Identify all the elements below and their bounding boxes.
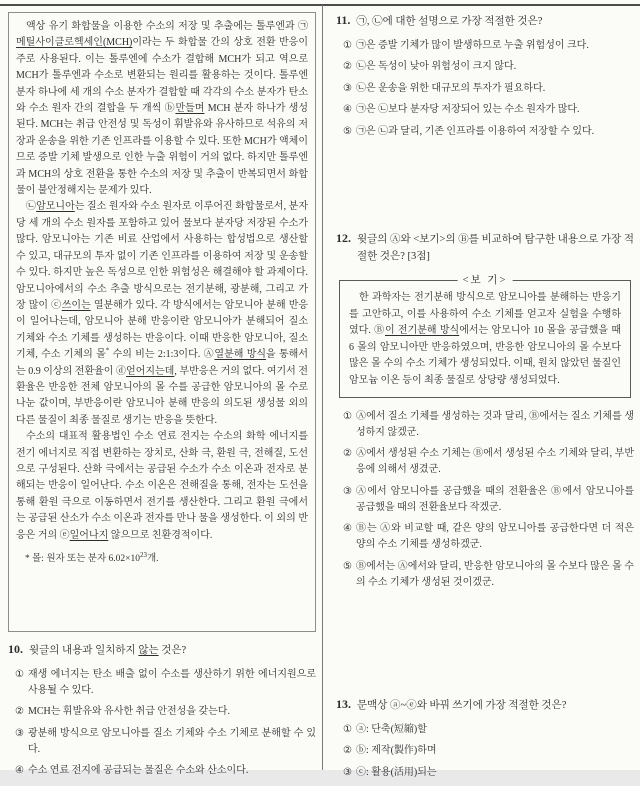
question-12-number: 12. xyxy=(336,231,351,245)
option-row xyxy=(343,81,634,97)
option-row xyxy=(343,484,634,516)
option-row xyxy=(343,38,634,54)
option-number: ① xyxy=(343,39,352,51)
option-text: 광분해 방식으로 암모니아를 질소 기체와 수소 기체로 분해할 수 있다. xyxy=(27,727,316,755)
option-number: ② xyxy=(15,706,24,717)
option-row xyxy=(343,102,634,118)
option-row xyxy=(343,409,634,441)
option-text: ㉠은 ㉡보다 분자당 저장되어 있는 수소 원자가 많다. xyxy=(355,104,580,115)
option-row xyxy=(343,59,634,75)
question-10-title: 윗글의 내용과 일치하지 않는 것은? xyxy=(29,645,187,656)
option-text: Ⓑ는 Ⓐ와 비교할 때, 같은 양의 암모니아를 공급한다면 더 적은 양의 수소 기체를 생성하겠군. xyxy=(355,523,634,551)
option-number: ③ xyxy=(343,766,352,778)
question-11-options xyxy=(336,38,634,140)
option-number: ④ xyxy=(343,523,352,535)
option-row xyxy=(15,667,316,699)
option-text: Ⓐ에서 질소 기체를 생성하는 것과 달리, Ⓑ에서는 질소 기체를 생성하지 않겠군. xyxy=(355,410,634,438)
passage-paragraph-1: 액상 유기 화합물을 이용한 수소의 저장 및 추출에는 톨루엔과 ㉠메틸사이클로헥세인(MCH)이라는 두 화합물 간의 상호 전환 반응이 주로 사용된다. 이는 톨루엔에 수소가 결합해 MCH가 되고 역으로 MCH가 톨루엔과 수소로 변환되는 원리를 활용하는 것이다. 톨루엔 분자 하나에 세 개의 수소 분자가 결합할 때 각각의 수소 분자가 탄소와 수소 원자 간의 결합을 두 개씩 ⓑ만들며 MCH 분자 하나가 생성된다. MCH는 취급 안전성 및 독성이 휘발유와 유사하므로 석유의 저장과 운송을 위한 기존 인프라를 이용할 수 있다. 또한 MCH가 액체이므로 증발 기체 발생으로 인한 누출 위험이 거의 없다. 하지만 톨루엔과 MCH의 상호 전환을 통한 수소의 저장 및 추출이 반복되면서 화합물이 불안정해지는 문제가 있다. xyxy=(16,21,308,197)
option-text: ㉡은 독성이 낮아 위험성이 크지 않다. xyxy=(355,61,517,72)
option-row xyxy=(15,704,316,720)
passage-paragraph-3: 수소의 대표적 활용법인 수소 연료 전지는 수소의 화학 에너지를 전기 에너지로 직접 변환하는 장치로, 산화 극, 환원 극, 전해질, 도선으로 구성된다. 산화 극에서는 공급된 수소가 수소 이온과 전자로 분해되는 반응이 일어난다. 수소 이온은 전해질을 통해, 전자는 도선을 통해 환원 극으로 이동하면서 전기를 생산한다. 그리고 환원 극에서는 공급된 산소가 수소 이온과 전자를 만나 물을 생성한다. 이 외의 반응은 거의 ⓔ일어나지 않으므로 친환경적이다. xyxy=(16,431,308,541)
option-number: ③ xyxy=(343,485,352,497)
question-12 xyxy=(336,230,634,596)
option-row xyxy=(343,559,634,591)
question-11-title: ㉠, ㉡에 대한 설명으로 가장 적절한 것은? xyxy=(356,16,543,27)
option-number: ⑤ xyxy=(343,560,352,572)
boki-text: 한 과학자는 전기분해 방식으로 암모니아를 분해하는 반응기를 고안하고, 이를 사용하여 수소 기체를 얻고자 실험을 수행하였다. Ⓑ이 전기분해 방식에서는 암모니아 10 몰을 공급했을 때 6 몰의 암모니아만 반응하였으며, 반응한 암모니아의 몰 수보다 많은 몰 수의 수소 기체가 생성되었다. 이때, 원치 않았던 물질인 암모늄 이온 등이 최종 물질로 상당량 생성되었다. xyxy=(349,292,621,386)
option-text: ⓑ: 제작(製作)하며 xyxy=(355,745,437,756)
option-text: ㉡은 운송을 위한 대규모의 투자가 필요하다. xyxy=(355,82,546,94)
boki-box xyxy=(339,275,631,398)
option-text: Ⓑ에서는 Ⓐ에서와 달리, 반응한 암모니아의 몰 수보다 많은 몰 수의 수소 기체가 생성된 것이겠군. xyxy=(355,560,634,588)
question-11-number: 11. xyxy=(336,13,351,27)
option-number: ⑤ xyxy=(343,125,352,137)
option-row xyxy=(343,446,634,478)
column-divider xyxy=(322,5,323,770)
option-row xyxy=(15,763,316,779)
option-number: ① xyxy=(343,723,352,735)
passage-paragraph-2: ㉡암모니아는 질소 원자와 수소 원자로 이루어진 화합물로서, 분자당 세 개의 수소 원자를 포함하고 있어 물보다 분자당 저장된 수소가 많다. 암모니아는 기존 비료 산업에서 사용하는 합성법으로 생산할 수 있고, 대규모의 투자 없이 기존 인프라를 이용하여 저장 및 운송할 수 있다. 하지만 높은 독성으로 인한 위험성은 해결해야 할 과제이다. 암모니아에서의 수소 추출 방식으로는 전기분해, 광분해, 그리고 가장 많이 ⓒ쓰이는 열분해가 있다. 각 방식에서는 암모니아 분해 반응이 일어나는데, 암모니아 분해 반응이란 암모니아가 분해되어 질소 기체와 수소 기체를 생성하는 반응이다. 이때 반응한 암모니아, 질소 기체, 수소 기체의 몰* 수의 비는 2:1:3이다. Ⓐ열분해 방식을 통해서는 0.9 이상의 전환율이 ⓓ얻어지는데, 부반응은 거의 없다. 여기서 전환율은 반응한 전체 암모니아의 몰 수를 공급한 암모니아의 몰 수로 나눈 값이며, 부반응이란 암모니아 분해 반응의 의도된 생성물 외의 다른 물질이 최종 물질로 생기는 반응을 뜻한다. xyxy=(16,201,309,426)
option-row xyxy=(343,124,634,140)
passage-footnote: * 몰: 원자 또는 분자 $6.02\times 10^{23}$개. xyxy=(25,550,159,564)
question-13-title: 문맥상 ⓐ~ⓔ와 바꿔 쓰기에 가장 적절한 것은? xyxy=(357,700,567,711)
option-number: ① xyxy=(15,668,24,680)
option-text: 수소 연료 전지에 공급되는 물질은 수소와 산소이다. xyxy=(27,765,249,776)
option-row xyxy=(15,726,316,758)
option-number: ② xyxy=(343,745,352,756)
option-row xyxy=(343,521,634,553)
option-text: 재생 에너지는 탄소 배출 없이 수소를 생산하기 위한 에너지원으로 사용될 수 있다. xyxy=(27,668,316,696)
option-number: ② xyxy=(343,61,352,72)
question-13 xyxy=(336,696,634,786)
option-number: ② xyxy=(343,448,352,460)
option-number: ④ xyxy=(15,765,24,776)
option-number: ③ xyxy=(15,727,24,739)
question-13-number: 13. xyxy=(336,697,351,711)
option-text: Ⓐ에서 생성된 수소 기체는 Ⓑ에서 생성된 수소 기체와 달리, 부반응에 의해서 생겼군. xyxy=(355,448,634,476)
option-text: Ⓐ에서 암모니아를 공급했을 때의 전환율은 Ⓑ에서 암모니아를 공급했을 때의 전환율보다 작겠군. xyxy=(355,485,634,513)
option-text: MCH는 휘발유와 유사한 취급 안전성을 갖는다. xyxy=(27,706,230,717)
boki-label: <보 기> xyxy=(458,273,513,290)
question-10-options xyxy=(8,667,316,780)
option-text: ㉠은 증발 기체가 많이 발생하므로 누출 위험성이 크다. xyxy=(355,39,589,51)
question-10-number: 10. xyxy=(8,642,23,656)
option-text: ⓐ: 단축(短縮)할 xyxy=(355,723,427,735)
option-text: ⓒ: 활용(活用)되는 xyxy=(355,766,437,778)
question-13-options xyxy=(336,722,634,781)
option-number: ③ xyxy=(343,82,352,94)
passage-box xyxy=(8,12,316,632)
top-rule xyxy=(0,4,640,6)
question-11 xyxy=(336,12,634,145)
option-text: ㉠은 ㉡과 달리, 기존 인프라를 이용하여 저장할 수 있다. xyxy=(355,125,595,137)
option-number: ① xyxy=(343,410,352,422)
question-12-title: 윗글의 Ⓐ와 <보기>의 Ⓑ를 비교하여 탐구한 내용으로 가장 적절한 것은? [3점] xyxy=(357,234,634,262)
option-row xyxy=(343,722,634,738)
question-12-options xyxy=(336,409,634,591)
option-number: ④ xyxy=(343,104,352,115)
option-row xyxy=(343,765,634,781)
question-10 xyxy=(8,641,316,785)
option-row xyxy=(343,743,634,759)
